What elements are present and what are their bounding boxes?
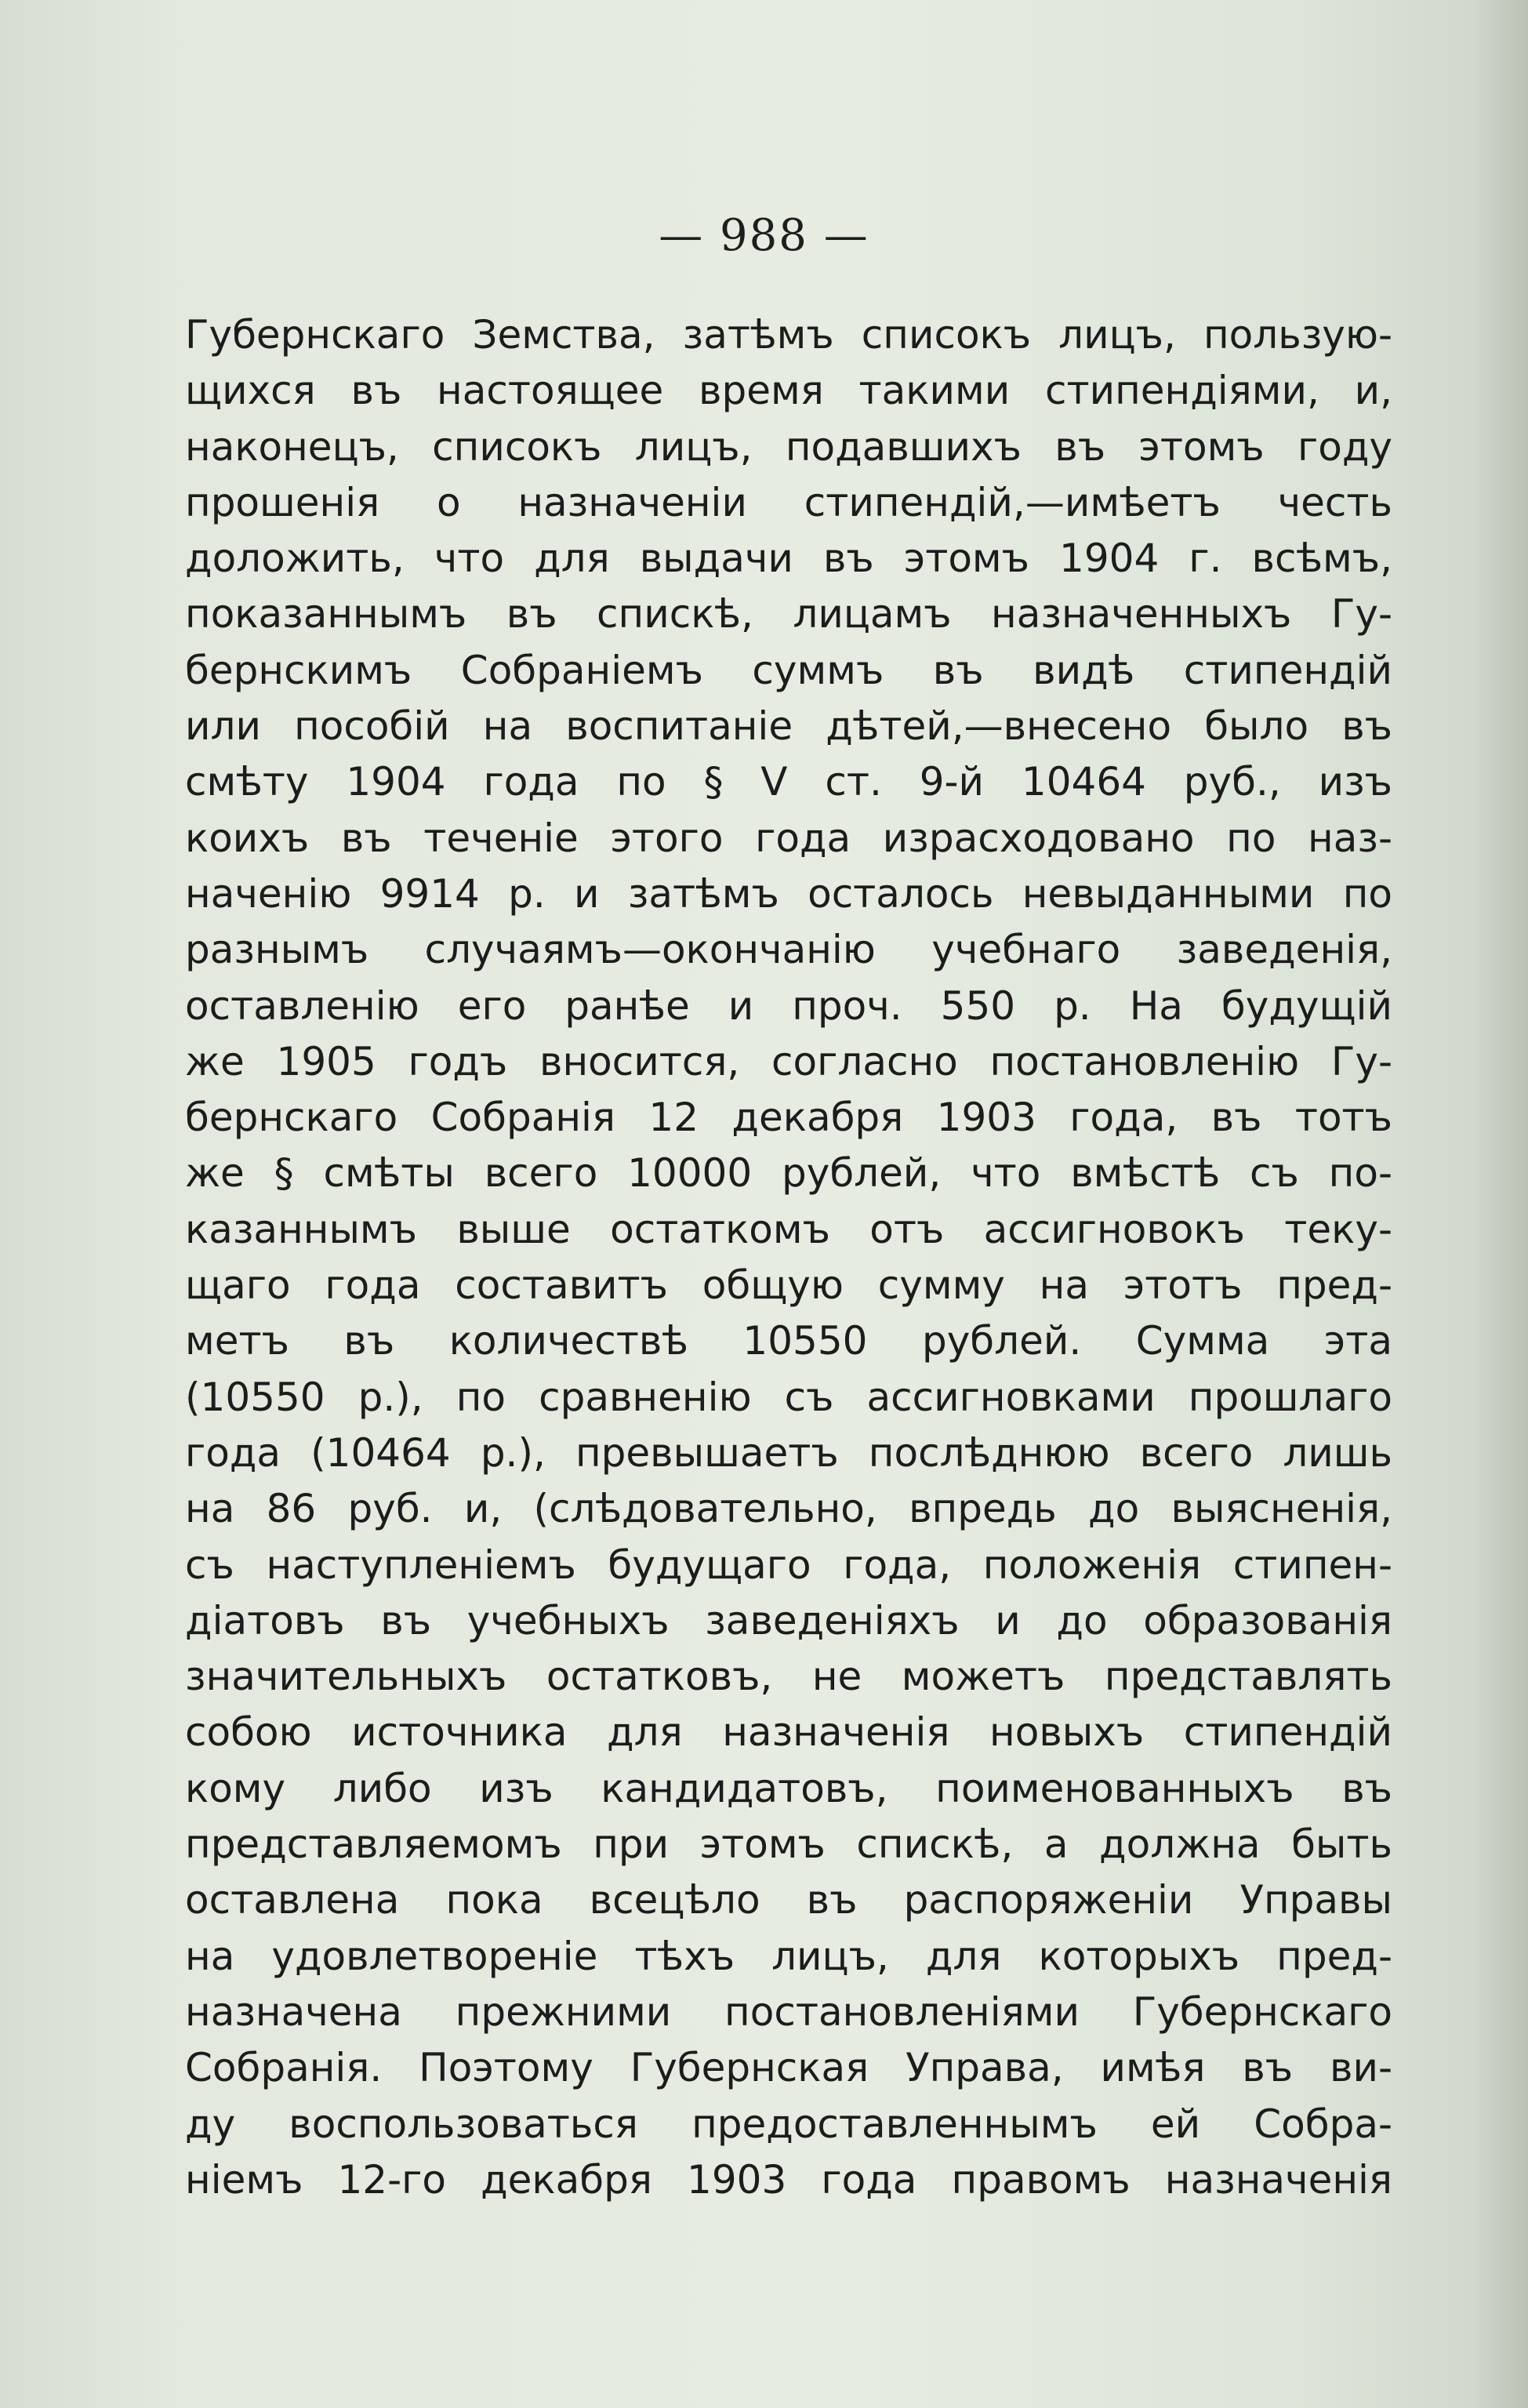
text-line: ніемъ 12-го декабря 1903 года правомъ назначенія xyxy=(185,2156,1392,2203)
text-line: разнымъ случаямъ—окончанію учебнаго заведенія, xyxy=(185,927,1392,973)
text-line: казаннымъ выше остаткомъ отъ ассигновокъ теку- xyxy=(185,1206,1392,1252)
text-line: смѣту 1904 года по § V ст. 9-й 10464 руб., изъ xyxy=(185,759,1392,805)
text-line: наченію 9914 р. и затѣмъ осталось невыданными по xyxy=(185,870,1392,917)
text-line: значительныхъ остатковъ, не можетъ представлять xyxy=(185,1654,1392,1700)
body-text xyxy=(185,307,1392,2208)
text-line: наконецъ, списокъ лицъ, подавшихъ въ этомъ году xyxy=(185,423,1392,470)
text-line: прошенія о назначеніи стипендій,—имѣетъ честь xyxy=(185,479,1392,525)
text-line: назначена прежними постановленіями Губернскаго xyxy=(185,1989,1392,2035)
text-line: представляемомъ при этомъ спискѣ, а должна быть xyxy=(185,1821,1392,1868)
text-line: собою источника для назначенія новыхъ стипендій xyxy=(185,1709,1392,1756)
text-line: на 86 руб. и, (слѣдовательно, впредь до выясненія, xyxy=(185,1486,1392,1532)
text-line: оставленію его ранѣе и проч. 550 р. На будущій xyxy=(185,982,1392,1029)
text-line: года (10464 р.), превышаетъ послѣднюю всего лишь xyxy=(185,1429,1392,1476)
text-line: метъ въ количествѣ 10550 рублей. Сумма эта xyxy=(185,1318,1392,1364)
text-line: Губернскаго Земства, затѣмъ списокъ лицъ, пользую- xyxy=(185,312,1392,358)
text-line: щаго года составитъ общую сумму на этотъ пред- xyxy=(185,1262,1392,1309)
page-number: — 988 — xyxy=(659,210,869,261)
text-line: бернскимъ Собраніемъ суммъ въ видѣ стипендій xyxy=(185,647,1392,693)
text-line: бернскаго Собранія 12 декабря 1903 года, въ тотъ xyxy=(185,1095,1392,1141)
text-line: Собранія. Поэтому Губернская Управа, имѣя въ ви- xyxy=(185,2045,1392,2091)
text-line: или пособій на воспитаніе дѣтей,—внесено было въ xyxy=(185,703,1392,750)
page-edge-shadow xyxy=(1473,0,1528,2408)
text-line: діатовъ въ учебныхъ заведеніяхъ и до образованія xyxy=(185,1597,1392,1643)
text-line: же § смѣты всего 10000 рублей, что вмѣстѣ съ по- xyxy=(185,1150,1392,1197)
text-line: съ наступленіемъ будущаго года, положенія стипен- xyxy=(185,1542,1392,1588)
text-line: коихъ въ теченіе этого года израсходовано по наз- xyxy=(185,815,1392,861)
text-line: показаннымъ въ спискѣ, лицамъ назначенныхъ Гу- xyxy=(185,591,1392,637)
text-line: доложить, что для выдачи въ этомъ 1904 г. всѣмъ, xyxy=(185,536,1392,582)
text-line: на удовлетвореніе тѣхъ лицъ, для которыхъ пред- xyxy=(185,1933,1392,1979)
text-line: (10550 р.), по сравненію съ ассигновками прошлаго xyxy=(185,1374,1392,1420)
text-line: кому либо изъ кандидатовъ, поименованныхъ въ xyxy=(185,1765,1392,1811)
text-line: щихся въ настоящее время такими стипендіями, и, xyxy=(185,368,1392,414)
text-line: оставлена пока всецѣло въ распоряженіи Управы xyxy=(185,1877,1392,1923)
text-line: же 1905 годъ вносится, согласно постановленію Гу- xyxy=(185,1038,1392,1084)
text-line: ду воспользоваться предоставленнымъ ей Собра- xyxy=(185,2101,1392,2147)
